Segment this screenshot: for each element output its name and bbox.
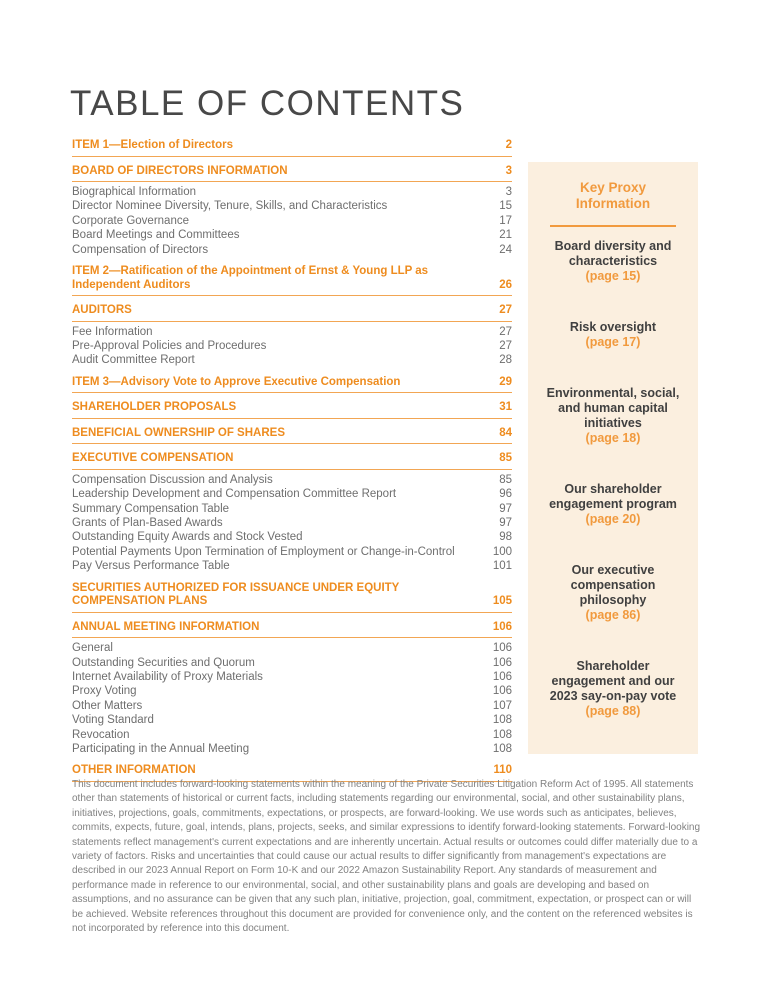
page-title: TABLE OF CONTENTS — [70, 84, 465, 123]
toc-section-row[interactable] — [72, 265, 512, 296]
toc-entry-label: BOARD OF DIRECTORS INFORMATION — [72, 164, 288, 177]
toc-entry-label: OTHER INFORMATION — [72, 764, 196, 777]
toc-sub-row[interactable] — [72, 473, 512, 487]
toc-entry-label: Outstanding Securities and Quorum — [72, 656, 255, 669]
toc-entry-page-number: 85 — [499, 452, 512, 465]
toc-entry-page-number: 106 — [492, 670, 512, 683]
key-proxy-item-title: Environmental, social, and human capital initiatives — [546, 386, 680, 430]
toc-list — [72, 131, 512, 785]
toc-entry-label: Pre-Approval Policies and Procedures — [72, 339, 267, 352]
toc-section-row[interactable] — [72, 582, 512, 613]
toc-entry-page-number: 26 — [499, 278, 512, 291]
toc-entry-page-number: 106 — [492, 642, 512, 655]
toc-section-row[interactable] — [72, 165, 512, 183]
key-proxy-item-title: Shareholder engagement and our 2023 say-on-pay vote — [549, 659, 677, 703]
toc-sub-row[interactable] — [72, 487, 512, 501]
toc-sub-row[interactable] — [72, 559, 512, 573]
toc-entry-page-number: 17 — [499, 214, 512, 227]
toc-entry-page-number: 105 — [492, 595, 512, 608]
toc-entry-page-number: 110 — [493, 764, 512, 777]
toc-entry-page-number: 97 — [499, 502, 512, 515]
toc-sub-row[interactable] — [72, 656, 512, 670]
key-proxy-item — [538, 482, 688, 527]
toc-section-row[interactable] — [72, 401, 512, 419]
toc-entry-label: Board Meetings and Committees — [72, 229, 240, 242]
key-proxy-item — [538, 386, 688, 446]
toc-sub-row[interactable] — [72, 502, 512, 516]
toc-entry-label: BENEFICIAL OWNERSHIP OF SHARES — [72, 426, 285, 439]
toc-entry-page-number: 15 — [499, 200, 512, 213]
toc-entry-label: Leadership Development and Compensation Committee Report — [72, 488, 397, 501]
toc-sub-row[interactable] — [72, 185, 512, 199]
key-proxy-item-page-ref[interactable]: (page 15) — [585, 269, 641, 283]
key-proxy-information-title: Key Proxy Information — [575, 180, 651, 211]
toc-section-row[interactable] — [72, 427, 512, 445]
toc-section-row[interactable] — [72, 452, 512, 470]
key-proxy-item-page-ref[interactable]: (page 86) — [585, 608, 641, 622]
key-proxy-item-title: Board diversity and characteristics — [554, 239, 672, 268]
key-proxy-item-title: Our executive compensation philosophy — [570, 563, 656, 607]
key-proxy-item — [538, 563, 688, 623]
key-proxy-item — [538, 320, 688, 350]
sidebar-divider — [550, 225, 676, 227]
toc-entry-label: Corporate Governance — [72, 214, 189, 227]
toc-sub-row[interactable] — [72, 684, 512, 698]
toc-sub-row[interactable] — [72, 243, 512, 257]
toc-section-row[interactable] — [72, 304, 512, 322]
toc-entry-page-number: 108 — [492, 728, 512, 741]
toc-section-row[interactable] — [72, 621, 512, 639]
toc-entry-label: ITEM 2—Ratification of the Appointment of Ernst & Young LLP as Independent Auditors — [72, 265, 429, 291]
toc-entry-label: SECURITIES AUTHORIZED FOR ISSUANCE UNDER EQUITY COMPENSATION PLANS — [72, 581, 400, 608]
toc-entry-label: Audit Committee Report — [72, 354, 195, 367]
toc-entry-label: Pay Versus Performance Table — [72, 560, 230, 573]
toc-entry-label: Internet Availability of Proxy Materials — [72, 670, 263, 683]
toc-entry-page-number: 31 — [499, 401, 512, 414]
toc-entry-label: Biographical Information — [72, 186, 197, 198]
toc-entry-label: EXECUTIVE COMPENSATION — [72, 452, 234, 465]
toc-sub-row[interactable] — [72, 699, 512, 713]
toc-entry-page-number: 101 — [492, 560, 512, 573]
toc-entry-page-number: 27 — [499, 304, 512, 317]
key-proxy-item-title: Our shareholder engagement program — [549, 482, 677, 511]
key-proxy-item — [538, 239, 688, 284]
toc-sub-row[interactable] — [72, 325, 512, 339]
toc-sub-row[interactable] — [72, 530, 512, 544]
toc-entry-page-number: 21 — [499, 229, 512, 242]
toc-entry-page-number: 106 — [492, 656, 512, 669]
key-proxy-item-page-ref[interactable]: (page 88) — [585, 704, 641, 718]
toc-entry-label: AUDITORS — [72, 304, 132, 317]
toc-entry-label: ITEM 1—Election of Directors — [72, 139, 234, 151]
toc-entry-label: Compensation Discussion and Analysis — [72, 473, 273, 486]
toc-entry-label: Other Matters — [72, 699, 143, 712]
key-proxy-item — [538, 659, 688, 719]
toc-entry-page-number: 27 — [499, 339, 512, 352]
toc-entry-page-number: 96 — [499, 488, 512, 501]
toc-entry-page-number: 108 — [492, 742, 512, 755]
toc-sub-row[interactable] — [72, 199, 512, 213]
toc-entry-label: Fee Information — [72, 325, 153, 338]
toc-entry-page-number: 85 — [499, 473, 512, 486]
toc-entry-label: Revocation — [72, 728, 130, 741]
toc-entry-label: Grants of Plan-Based Awards — [72, 516, 223, 529]
key-proxy-item-page-ref[interactable]: (page 18) — [585, 431, 641, 445]
toc-entry-page-number: 100 — [492, 545, 512, 558]
toc-entry-page-number: 29 — [499, 375, 512, 388]
toc-entry-page-number: 27 — [499, 325, 512, 338]
toc-sub-row[interactable] — [72, 728, 512, 742]
toc-sub-row[interactable] — [72, 353, 512, 367]
key-proxy-information-panel — [528, 162, 698, 754]
toc-entry-label: Compensation of Directors — [72, 243, 209, 256]
toc-entry-page-number: 2 — [505, 139, 512, 151]
toc-section-row[interactable] — [72, 139, 512, 157]
toc-sub-row[interactable] — [72, 670, 512, 684]
toc-section-row[interactable] — [72, 376, 512, 394]
toc-entry-page-number: 98 — [499, 531, 512, 544]
key-proxy-item-title: Risk oversight — [569, 320, 657, 334]
toc-entry-page-number: 24 — [499, 243, 512, 256]
toc-sub-row[interactable] — [72, 228, 512, 242]
toc-entry-page-number: 106 — [492, 685, 512, 698]
toc-entry-page-number: 3 — [505, 164, 512, 177]
toc-sub-row[interactable] — [72, 516, 512, 530]
toc-entry-label: Summary Compensation Table — [72, 502, 230, 515]
toc-entry-label: Proxy Voting — [72, 685, 137, 698]
toc-entry-label: General — [72, 642, 113, 655]
toc-entry-label: Voting Standard — [72, 714, 154, 727]
key-proxy-item-page-ref[interactable]: (page 20) — [585, 512, 641, 526]
toc-entry-label: Outstanding Equity Awards and Stock Vested — [72, 531, 303, 544]
toc-sub-row[interactable] — [72, 641, 512, 655]
toc-sub-row[interactable] — [72, 713, 512, 727]
toc-sub-row[interactable] — [72, 339, 512, 353]
toc-entry-page-number: 3 — [505, 186, 512, 198]
key-proxy-item-page-ref[interactable]: (page 17) — [585, 335, 641, 349]
toc-sub-row[interactable] — [72, 742, 512, 756]
toc-entry-page-number: 97 — [499, 516, 512, 529]
toc-entry-page-number: 28 — [499, 354, 512, 367]
forward-looking-statements-note: This document includes forward-looking statements within the meaning of the Private Securities Litigation Reform Act of 1995. All statements other than statements of historical or current facts, including statements regarding our environmental, social, and other sustainability plans, initiatives, projections, goals, commitments, expectations, or prospects, are forward-looking. We use words such as anticipates, believes, commits, expects, future, goal, intends, plans, projects, seeks, and similar expressions to identify forward-looking statements. Forward-looking statements reflect management's current expectations and are inherently uncertain. Actual results or outcomes could differ materially due to a variety of factors. Risks and uncertainties that could cause our actual results to differ significantly from management's expectations are described in our 2023 Annual Report on Form 10-K and our 2022 Amazon Sustainability Report. Any standards of measurement and performance made in reference to our environmental, social, and other sustainability plans and goals are developing and based on assumptions, and no assurance can be given that any such plan, initiative, projection, goal, commitment, expectation, or prospect can or will be achieved. Website references throughout this document are provided for convenience only, and the content on the referenced websites is not incorporated by reference into this document. — [72, 779, 701, 935]
toc-sub-row[interactable] — [72, 545, 512, 559]
toc-entry-page-number: 108 — [492, 714, 512, 727]
toc-entry-label: Participating in the Annual Meeting — [72, 742, 250, 755]
toc-entry-label: ANNUAL MEETING INFORMATION — [72, 620, 260, 633]
sidebar-items — [538, 239, 688, 719]
toc-entry-page-number: 106 — [492, 620, 512, 633]
toc-entry-label: SHAREHOLDER PROPOSALS — [72, 401, 237, 414]
toc-sub-row[interactable] — [72, 214, 512, 228]
toc-entry-label: ITEM 3—Advisory Vote to Approve Executive Compensation — [72, 375, 401, 388]
toc-entry-label: Director Nominee Diversity, Tenure, Skills, and Characteristics — [72, 200, 388, 213]
toc-entry-label: Potential Payments Upon Termination of Employment or Change-in-Control — [72, 545, 455, 558]
toc-entry-page-number: 84 — [499, 426, 512, 439]
toc-entry-page-number: 107 — [492, 699, 512, 712]
